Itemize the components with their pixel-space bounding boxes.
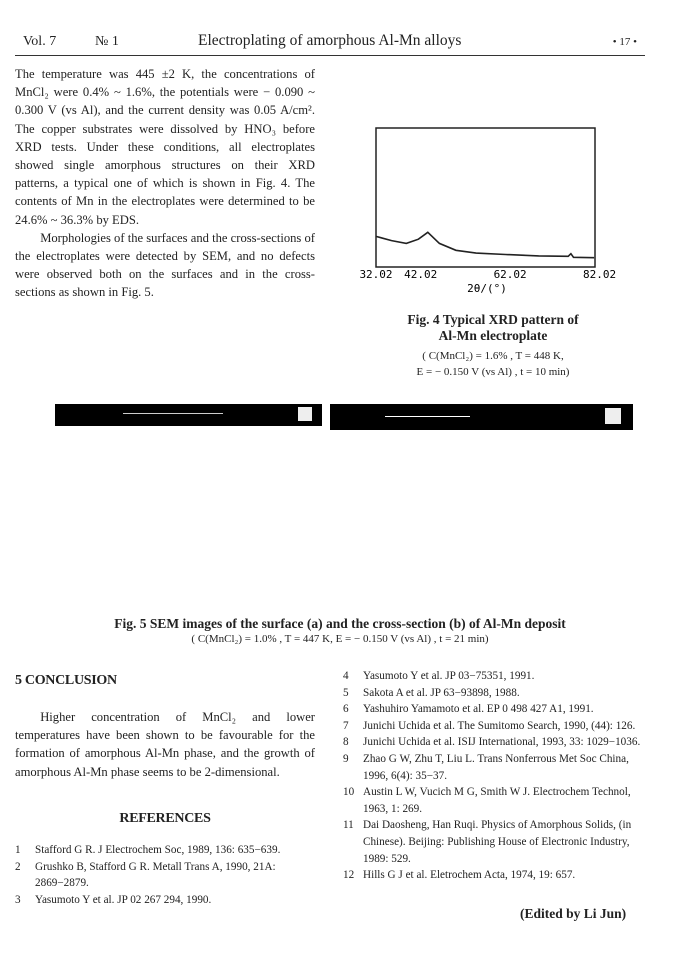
plot-frame [376, 128, 595, 267]
reference-number: 11 [343, 819, 354, 832]
volume: Vol. 7 [23, 34, 57, 49]
conditions-line: ( C(MnCl₂) = 1.6% , T = 448 K, [422, 350, 564, 362]
reference-item [15, 842, 313, 859]
reference-number: 12 [343, 869, 355, 882]
reference-text: Junichi Uchida et al. The Sumitomo Search, 1990, (44): 126. [363, 719, 636, 732]
reference-number: 10 [343, 786, 355, 799]
scale-bar [123, 413, 223, 414]
reference-number: 8 [343, 736, 349, 749]
running-title: Electroplating of amorphous Al-Mn alloys [198, 32, 462, 49]
fig5-caption: Fig. 5 SEM images of the surface (a) and the cross-section (b) of Al-Mn deposit [114, 616, 566, 631]
reference-text: Grushko B, Stafford G R. Metall Trans A, 1990, 21A: 2869−2879. [35, 860, 276, 890]
reference-number: 1 [15, 844, 21, 856]
reference-number: 3 [15, 893, 21, 906]
reference-text: Sakota A et al. JP 63−93898, 1988. [363, 686, 520, 699]
reference-item [343, 701, 643, 718]
reference-number: 2 [15, 860, 21, 873]
reference-text: Hills G J et al. Eletrochem Acta, 1974, 19: 657. [363, 869, 576, 882]
xrd-curve [376, 232, 594, 257]
conclusion-heading: 5 CONCLUSION [15, 673, 117, 688]
marker-box [298, 407, 312, 421]
reference-item [343, 817, 643, 867]
paragraph: Morphologies of the surfaces and the cross-sections of the electroplates were detected by SEM, and no defects were observed both on the surfaces and in the cross-sections as shown in Fig. 5. [15, 230, 315, 300]
references-list-right [343, 668, 643, 884]
scale-bar [385, 416, 470, 417]
reference-item [343, 867, 643, 884]
issue: № 1 [95, 34, 119, 49]
reference-item [343, 784, 643, 817]
reference-item [343, 685, 643, 702]
reference-number: 6 [343, 703, 349, 716]
x-tick-label: 82.02 [582, 268, 617, 281]
x-tick-label: 32.02 [359, 268, 393, 281]
paragraph: Higher concentration of MnCl₂ and lower temperatures have been shown to be favourable for the formation of amorphous Al-Mn phase, and the growth of amorphous Al-Mn phase seems to be 2-dimensional. [15, 710, 315, 779]
references-heading: REFERENCES [119, 811, 211, 826]
reference-number: 4 [343, 670, 349, 682]
x-tick-label: 42.02 [404, 268, 438, 281]
reference-text: Yasumoto Y et al. JP 03−75351, 1991. [363, 670, 535, 682]
reference-text: Yashuhiro Yamamoto et al. EP 0 498 427 A1, 1991. [363, 703, 594, 716]
reference-item [15, 892, 313, 909]
conditions-line: E = − 0.150 V (vs Al) , t = 10 min) [416, 366, 570, 378]
caption-line: Al-Mn electroplate [438, 328, 548, 343]
reference-item [343, 668, 643, 685]
paragraph: The temperature was 445 ±2 K, the concentrations of MnCl₂ were 0.4% ~ 1.6%, the potentials were − 0.090 ~ 0.300 V (vs Al), and the current density was 0.05 A/cm². The copper substrates were dissolved by HNO₃ before XRD tests. Under these conditions, all electroplates showed single amorphous structures on their XRD patterns, a typical one of which is shown in Fig. 4. The contents of Mn in the electroplates were determined to be 24.6% ~ 36.3% by EDS. [15, 67, 315, 227]
reference-number: 9 [343, 752, 349, 765]
running-header [15, 32, 645, 56]
page-number: • 17 • [612, 36, 637, 48]
xrd-chart [350, 120, 640, 300]
body-text-left [15, 65, 315, 302]
conclusion-text [15, 708, 315, 781]
reference-text: Zhao G W, Zhu T, Liu L. Trans Nonferrous Met Soc China, 1996, 6(4): 35−37. [363, 752, 629, 782]
caption-line: Fig. 4 Typical XRD pattern of [407, 312, 579, 327]
reference-number: 7 [343, 719, 349, 732]
reference-item [343, 718, 643, 735]
editor-note: (Edited by Li Jun) [520, 906, 627, 921]
reference-text: Austin L W, Vucich M G, Smith W J. Electrochem Technol, 1963, 1: 269. [363, 786, 631, 815]
fig5-conditions: ( C(MnCl₂) = 1.0% , T = 447 K, E = − 0.150 V (vs Al) , t = 21 min) [191, 633, 489, 645]
fig4-conditions [343, 348, 643, 380]
x-axis-label: 2θ/(°) [467, 282, 507, 295]
reference-text: Yasumoto Y et al. JP 02 267 294, 1990. [35, 893, 212, 906]
reference-text: Junichi Uchida et al. ISIJ International, 1993, 33: 1029−1036. [363, 736, 641, 749]
reference-item [343, 751, 643, 784]
reference-item [343, 734, 643, 751]
marker-box [605, 408, 621, 424]
fig4-caption [343, 312, 643, 344]
reference-item [15, 859, 313, 892]
references-list-left [15, 842, 313, 908]
x-tick-label: 62.02 [493, 268, 527, 281]
reference-text: Stafford G R. J Electrochem Soc, 1989, 136: 635−639. [35, 844, 281, 856]
reference-text: Dai Daosheng, Han Ruqi. Physics of Amorphous Solids, (in Chinese). Beijing: Publishing House of Electronic Industry, 1989: 529. [363, 819, 632, 865]
sem-image-a [55, 404, 322, 426]
reference-number: 5 [343, 686, 349, 699]
sem-image-b [330, 404, 633, 430]
